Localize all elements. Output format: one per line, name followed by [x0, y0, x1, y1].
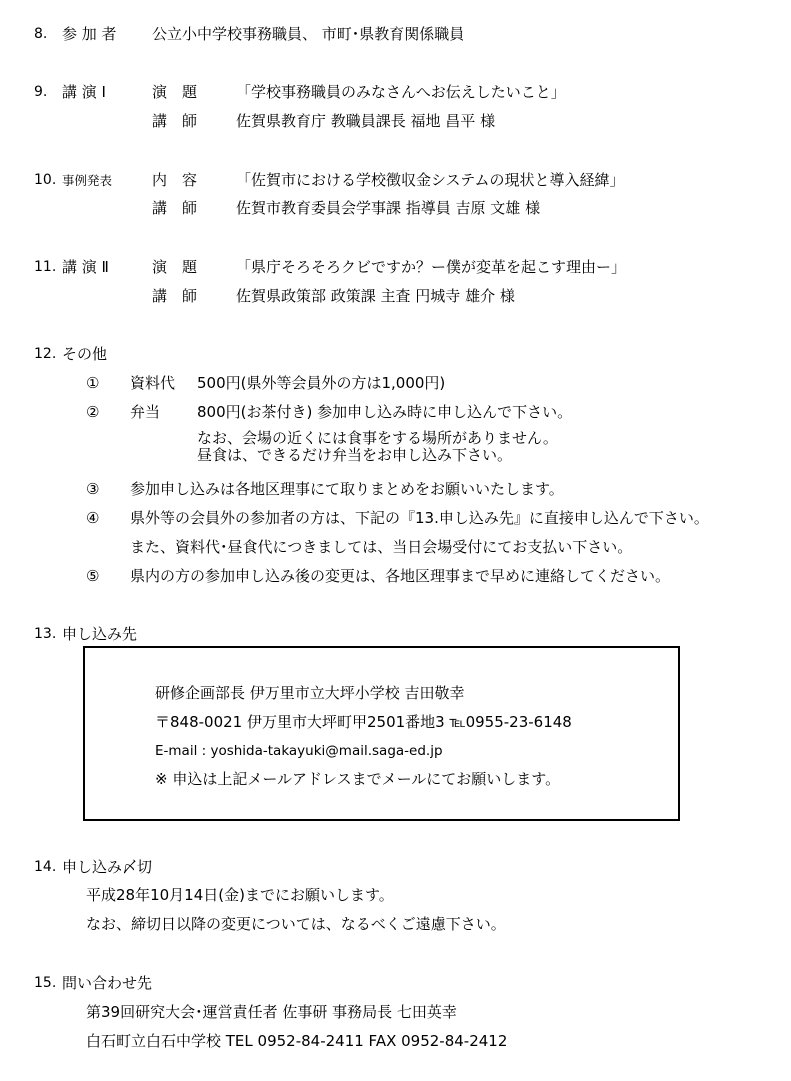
item-1-mark: ① — [86, 374, 100, 392]
item-4-mark: ④ — [86, 509, 100, 527]
section-11-value-1: 「県庁そろそろクビですか？ー僕が変革を起こす理由ー」 — [236, 258, 627, 276]
item-2-text: 800円(お茶付き) 参加申し込み時に申し込んで下さい。 — [197, 403, 573, 421]
section-15-label: 問い合わせ先 — [62, 974, 153, 992]
section-8-value: 公立小中学校事務職員、 市町･県教育関係職員 — [152, 25, 465, 43]
contact-name-line: 研修企画部長 伊万里市立大坪小学校 吉田敬幸 — [155, 684, 465, 702]
section-9-key-2: 講 師 — [152, 112, 198, 130]
section-9-value-2: 佐賀県教育庁 教職員課長 福地 昌平 様 — [236, 112, 496, 130]
item-1-key: 資料代 — [130, 374, 176, 392]
section-9-value-1: 「学校事務職員のみなさんへお伝えしたいこと」 — [236, 83, 566, 101]
section-10-value-2: 佐賀市教育委員会学事課 指導員 吉原 文雄 様 — [236, 199, 541, 217]
section-8-number: 8. — [34, 26, 48, 42]
section-10-key-1: 内 容 — [152, 171, 198, 189]
section-10-number: 10. — [34, 172, 57, 188]
section-10-value-1: 「佐賀市における学校徴収金システムの現状と導入経緯」 — [236, 171, 625, 189]
section-12-label: その他 — [62, 345, 108, 363]
section-15-number: 15. — [34, 975, 57, 991]
item-3-text: 参加申し込みは各地区理事にて取りまとめをお願いいたします。 — [130, 480, 564, 498]
deadline-line-2: なお、締切日以降の変更については、なるべくご遠慮下さい。 — [86, 915, 506, 933]
item-2-line-2: なお、会場の近くには食事をする場所がありません。 — [197, 429, 558, 447]
inquiry-line-1: 第39回研究大会･運営責任者 佐事研 事務局長 七田英幸 — [86, 1003, 457, 1021]
section-11-number: 11. — [34, 259, 57, 275]
contact-address-line: 〒848-0021 伊万里市大坪町甲2501番地3 ℡0955-23-6148 — [155, 713, 572, 731]
section-11-label: 講 演 Ⅱ — [62, 258, 109, 276]
item-5-mark: ⑤ — [86, 567, 100, 585]
section-11-key-1: 演 題 — [152, 258, 198, 276]
section-14-number: 14. — [34, 859, 57, 875]
item-2-key: 弁当 — [130, 403, 161, 421]
item-3-mark: ③ — [86, 480, 100, 498]
item-4-line-2: また、資料代･昼食代につきましては、当日会場受付にてお支払い下さい。 — [130, 538, 633, 556]
item-2-line-3: 昼食は、できるだけ弁当をお申し込み下さい。 — [197, 446, 513, 464]
item-5-text: 県内の方の参加申し込み後の変更は、各地区理事まで早めに連絡してください。 — [130, 567, 671, 585]
section-14-label: 申し込み〆切 — [62, 858, 153, 876]
section-13-number: 13. — [34, 626, 57, 642]
contact-note-line: ※ 申込は上記メールアドレスまでメールにてお願いします。 — [155, 770, 561, 788]
contact-email-line[interactable]: E-mail : yoshida-takayuki@mail.saga-ed.jp — [155, 743, 443, 759]
item-2-mark: ② — [86, 403, 100, 421]
item-4-text: 県外等の会員外の参加者の方は、下記の『13.申し込み先』に直接申し込んで下さい。 — [130, 509, 709, 527]
section-9-number: 9. — [34, 84, 48, 100]
section-8-label: 参 加 者 — [62, 25, 117, 43]
section-11-key-2: 講 師 — [152, 287, 198, 305]
section-11-value-2: 佐賀県政策部 政策課 主査 円城寺 雄介 様 — [236, 287, 515, 305]
section-9-key-1: 演 題 — [152, 83, 198, 101]
section-12-number: 12. — [34, 346, 57, 362]
section-13-label: 申し込み先 — [62, 625, 138, 643]
section-9-label: 講 演 Ⅰ — [62, 83, 106, 101]
inquiry-line-2: 白石町立白石中学校 TEL 0952-84-2411 FAX 0952-84-2412 — [86, 1032, 508, 1050]
deadline-line-1: 平成28年10月14日(金)までにお願いします。 — [86, 886, 394, 904]
section-10-label: 事例発表 — [62, 173, 113, 188]
item-1-text: 500円(県外等会員外の方は1,000円) — [197, 374, 446, 392]
contact-box — [83, 646, 680, 821]
section-10-key-2: 講 師 — [152, 199, 198, 217]
